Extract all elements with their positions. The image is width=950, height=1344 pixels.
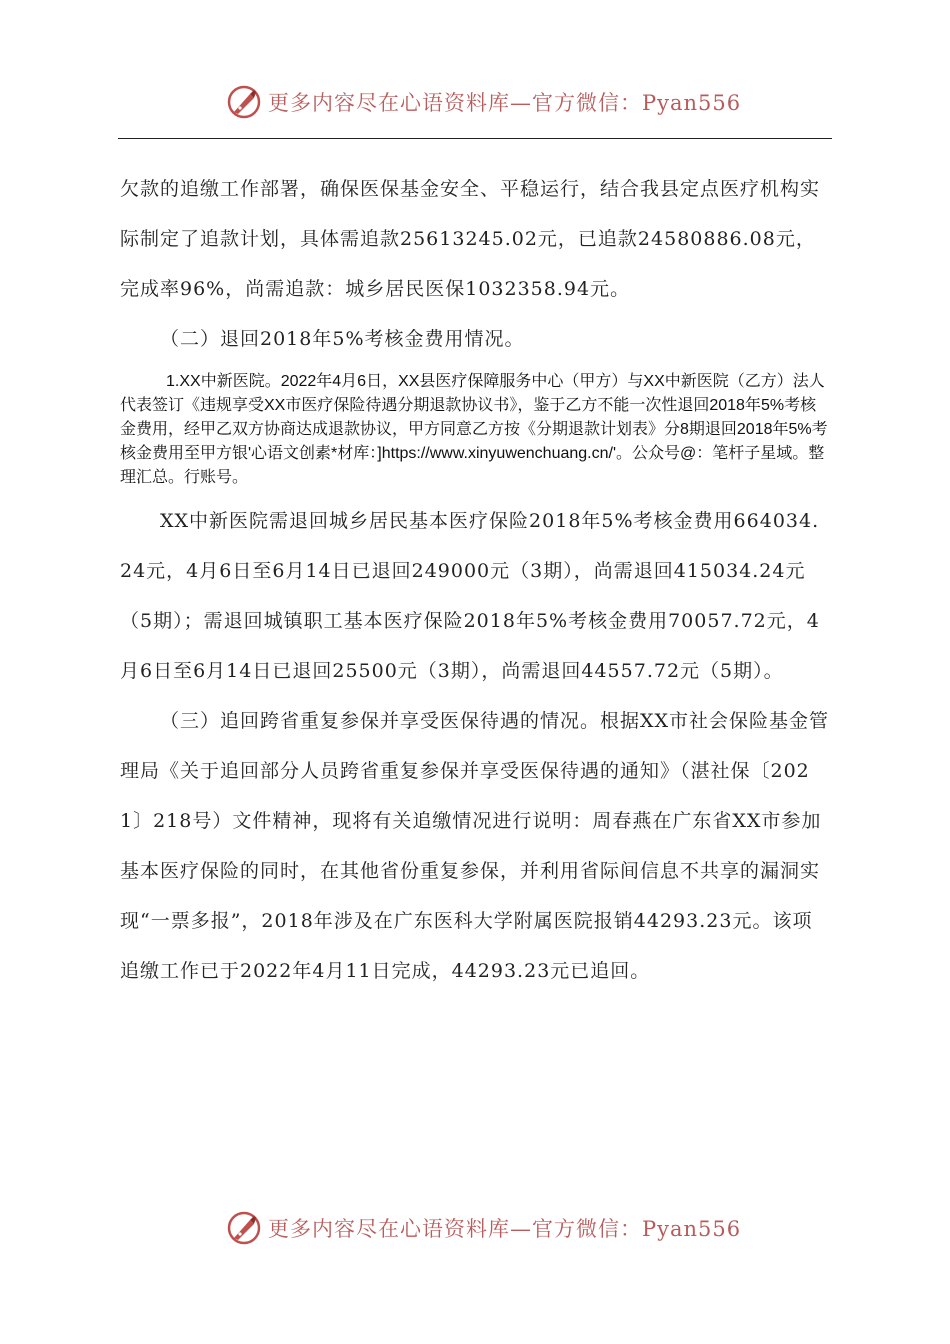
header-banner <box>0 82 950 122</box>
footer-banner <box>0 1208 950 1248</box>
section-heading-2: （二）退回2018年5%考核金费用情况。 <box>160 328 525 350</box>
paragraph-arrears: 欠款的追缴工作部署，确保医保基金安全、平稳运行，结合我县定点医疗机构实际制定了追款计划，具体需追款25613245.02元，已追款24580886.08元，完成率96%，尚需追款：城乡居民医保1032358.94元。 <box>120 178 821 300</box>
document-body <box>120 164 832 996</box>
footer-banner-text: 更多内容尽在心语资料库—官方微信：Pyan556 <box>268 1217 742 1241</box>
pen-nib-logo-icon <box>226 84 262 120</box>
header-divider <box>118 138 832 139</box>
section-heading-3-paragraph: （三）追回跨省重复参保并享受医保待遇的情况。根据XX市社会保险基金管理局《关于追回部分人员跨省重复参保并享受医保待遇的通知》（湛社保〔2021〕218号）文件精神，现将有关追缴情况进行说明：周春燕在广东省XX市参加基本医疗保险的同时，在其他省份重复参保，并利用省际间信息不共享的漏洞实现“一票多报”，2018年涉及在广东医科大学附属医院报销44293.23元。该项追缴工作已于2022年4月11日完成，44293.23元已追回。 <box>120 710 830 982</box>
header-banner-text: 更多内容尽在心语资料库—官方微信：Pyan556 <box>268 91 742 115</box>
paragraph-refund-details: XX中新医院需退回城乡居民基本医疗保险2018年5%考核金费用664034.24元，4月6日至6月14日已退回249000元（3期），尚需退回415034.24元（5期）；需退回城镇职工基本医疗保险2018年5%考核金费用70057.72元，4月6日至6月14日已退回25500元（3期），尚需退回44557.72元（5期）。 <box>120 510 820 682</box>
pen-nib-logo-icon <box>226 1210 262 1246</box>
paragraph-hospital-agreement: 1.XX中新医院。2022年4月6日，XX县医疗保障服务中心（甲方）与XX中新医院（乙方）法人代表签订《违规享受XX市医疗保险待遇分期退款协议书》，鉴于乙方不能一次性退回2018年5%考核金费用，经甲乙双方协商达成退款协议，甲方同意乙方按《分期退款计划表》分8期退回2018年5%考核金费用至甲方银'心语文创素*材库：]https://www.xinyuwenchuang.cn/'。公众号@：笔杆子星域。整理汇总。行账号。 <box>120 373 828 486</box>
